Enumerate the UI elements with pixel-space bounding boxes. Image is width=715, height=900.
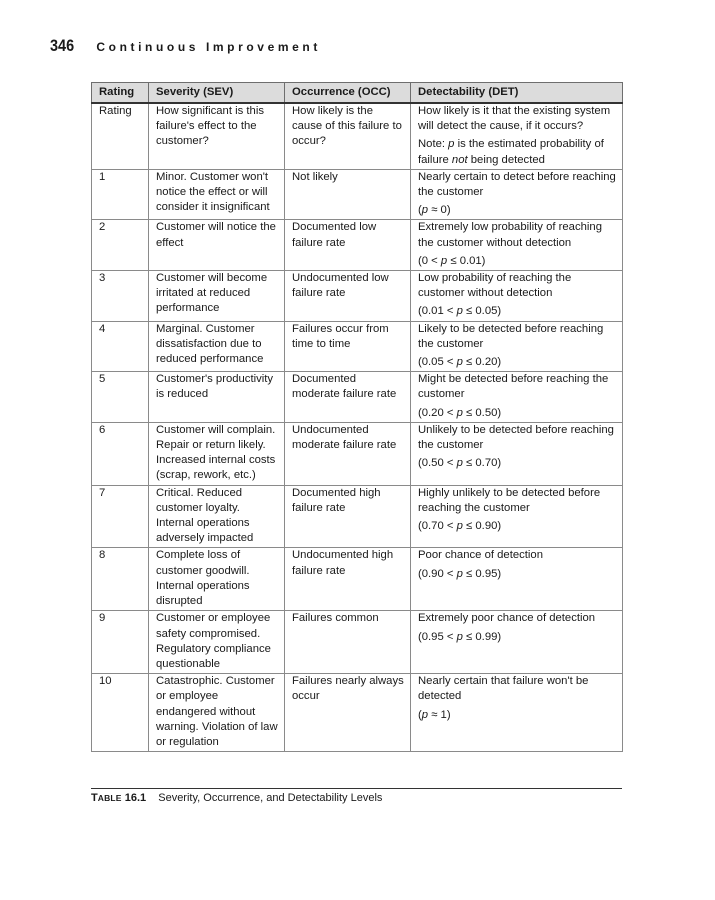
probability-range: (0 < p ≤ 0.01) <box>418 254 486 267</box>
caption-label-smallcaps: ABLE <box>97 793 122 803</box>
fmea-rating-table <box>91 82 623 752</box>
probability-range: (0.70 < p ≤ 0.90) <box>418 520 502 533</box>
table-row <box>92 169 623 220</box>
detectability-text: Highly unlikely to be detected before reaching the customer <box>418 486 601 514</box>
cell-rating: 2 <box>92 220 149 271</box>
cell-detectability <box>411 485 623 548</box>
detectability-text: Likely to be detected before reaching the customer <box>418 322 604 350</box>
column-header-severity: Severity (SEV) <box>149 83 285 104</box>
detectability-text: Nearly certain to detect before reaching the customer <box>418 170 616 199</box>
cell-severity: Customer will complain. Repair or return likely. Increased internal costs (scrap, rework, etc.) <box>149 422 285 485</box>
note-prefix: Note: <box>418 138 449 151</box>
probability-range: (p ≈ 1) <box>418 708 451 721</box>
table-row <box>92 674 623 752</box>
table-row <box>92 271 623 322</box>
detectability-text: Nearly certain that failure won't be detected <box>418 675 589 703</box>
column-header-occurrence: Occurrence (OCC) <box>285 83 411 104</box>
column-header-detectability: Detectability (DET) <box>411 83 623 104</box>
cell-detectability <box>411 611 623 674</box>
caption-label <box>91 792 146 804</box>
cell-detectability <box>411 674 623 752</box>
definition-row <box>92 103 623 169</box>
detectability-text: Extremely low probability of reaching the customer without detection <box>418 221 602 249</box>
cell-rating: 10 <box>92 674 149 752</box>
cell-severity: Critical. Reduced customer loyalty. Internal operations adversely impacted <box>149 485 285 548</box>
table-row <box>92 485 623 548</box>
cell-severity: Complete loss of customer goodwill. Internal operations disrupted <box>149 548 285 611</box>
table-row <box>92 372 623 423</box>
cell-occurrence: Undocumented low failure rate <box>285 271 411 322</box>
page-number: 346 <box>50 36 75 55</box>
detectability-text: Low probability of reaching the customer without detection <box>418 272 572 300</box>
cell-severity: Customer or employee safety compromised. Regulatory compliance questionable <box>149 611 285 674</box>
detectability-text: Might be detected before reaching the customer <box>418 373 609 401</box>
column-header-rating: Rating <box>92 83 149 104</box>
cell-detectability <box>411 271 623 322</box>
cell-rating: 8 <box>92 548 149 611</box>
cell-severity: Customer will become irritated at reduced performance <box>149 271 285 322</box>
table-caption <box>91 792 382 804</box>
cell-detectability <box>411 321 623 372</box>
cell-occurrence: Documented moderate failure rate <box>285 372 411 423</box>
cell-detectability <box>411 169 623 220</box>
cell-detectability <box>411 103 623 169</box>
cell-occurrence: Failures common <box>285 611 411 674</box>
table-row <box>92 422 623 485</box>
table-row <box>92 321 623 372</box>
cell-detectability <box>411 422 623 485</box>
cell-rating: 7 <box>92 485 149 548</box>
note-suffix: being detected <box>467 153 545 166</box>
note-emphasis: not <box>451 153 468 166</box>
probability-range: (0.01 < p ≤ 0.05) <box>418 305 502 318</box>
probability-range: (0.20 < p ≤ 0.50) <box>418 406 502 419</box>
detectability-text: Unlikely to be detected before reaching the customer <box>418 423 614 452</box>
probability-range: (p ≈ 0) <box>418 204 451 217</box>
note-middle: is the estimated probability of failure <box>418 138 604 166</box>
caption-text: Severity, Occurrence, and Detectability Levels <box>158 792 383 804</box>
cell-detectability <box>411 220 623 271</box>
page-header <box>50 36 321 56</box>
cell-occurrence: How likely is the cause of this failure to occur? <box>285 103 411 169</box>
cell-rating: 5 <box>92 372 149 423</box>
probability-range: (0.90 < p ≤ 0.95) <box>418 567 502 580</box>
cell-occurrence: Undocumented moderate failure rate <box>285 422 411 485</box>
table-header-row <box>92 83 623 104</box>
table-row <box>92 220 623 271</box>
cell-occurrence: Undocumented high failure rate <box>285 548 411 611</box>
caption-label-number: 16.1 <box>124 792 147 804</box>
cell-occurrence: Documented low failure rate <box>285 220 411 271</box>
cell-severity: Marginal. Customer dissatisfaction due to reduced performance <box>149 321 285 372</box>
cell-occurrence: Not likely <box>285 169 411 220</box>
probability-range: (0.95 < p ≤ 0.99) <box>418 630 502 643</box>
cell-rating: 9 <box>92 611 149 674</box>
detectability-text: Extremely poor chance of detection <box>418 612 596 625</box>
cell-severity: Minor. Customer won't notice the effect or will consider it insignificant <box>149 169 285 220</box>
cell-occurrence: Documented high failure rate <box>285 485 411 548</box>
cell-rating: 6 <box>92 422 149 485</box>
cell-occurrence: Failures nearly always occur <box>285 674 411 752</box>
table-body <box>92 103 623 752</box>
probability-range: (0.50 < p ≤ 0.70) <box>418 457 502 470</box>
cell-severity: Customer's productivity is reduced <box>149 372 285 423</box>
cell-rating: 3 <box>92 271 149 322</box>
detectability-text: Poor chance of detection <box>418 549 543 562</box>
cell-rating: Rating <box>92 103 149 169</box>
cell-detectability <box>411 548 623 611</box>
caption-label-initial: T <box>91 792 98 804</box>
caption-rule <box>91 788 622 789</box>
detectability-note <box>418 137 616 167</box>
table-row <box>92 611 623 674</box>
cell-severity: Customer will notice the effect <box>149 220 285 271</box>
table-row <box>92 548 623 611</box>
cell-rating: 1 <box>92 169 149 220</box>
cell-severity: How significant is this failure's effect to the customer? <box>149 103 285 169</box>
cell-occurrence: Failures occur from time to time <box>285 321 411 372</box>
running-head: Continuous Improvement <box>96 40 321 54</box>
probability-range: (0.05 < p ≤ 0.20) <box>418 356 502 369</box>
cell-severity: Catastrophic. Customer or employee endangered without warning. Violation of law or regulation <box>149 674 285 752</box>
cell-rating: 4 <box>92 321 149 372</box>
cell-detectability <box>411 372 623 423</box>
detectability-question: How likely is it that the existing system will detect the cause, if it occurs? <box>418 105 611 133</box>
note-variable: p <box>448 138 455 151</box>
